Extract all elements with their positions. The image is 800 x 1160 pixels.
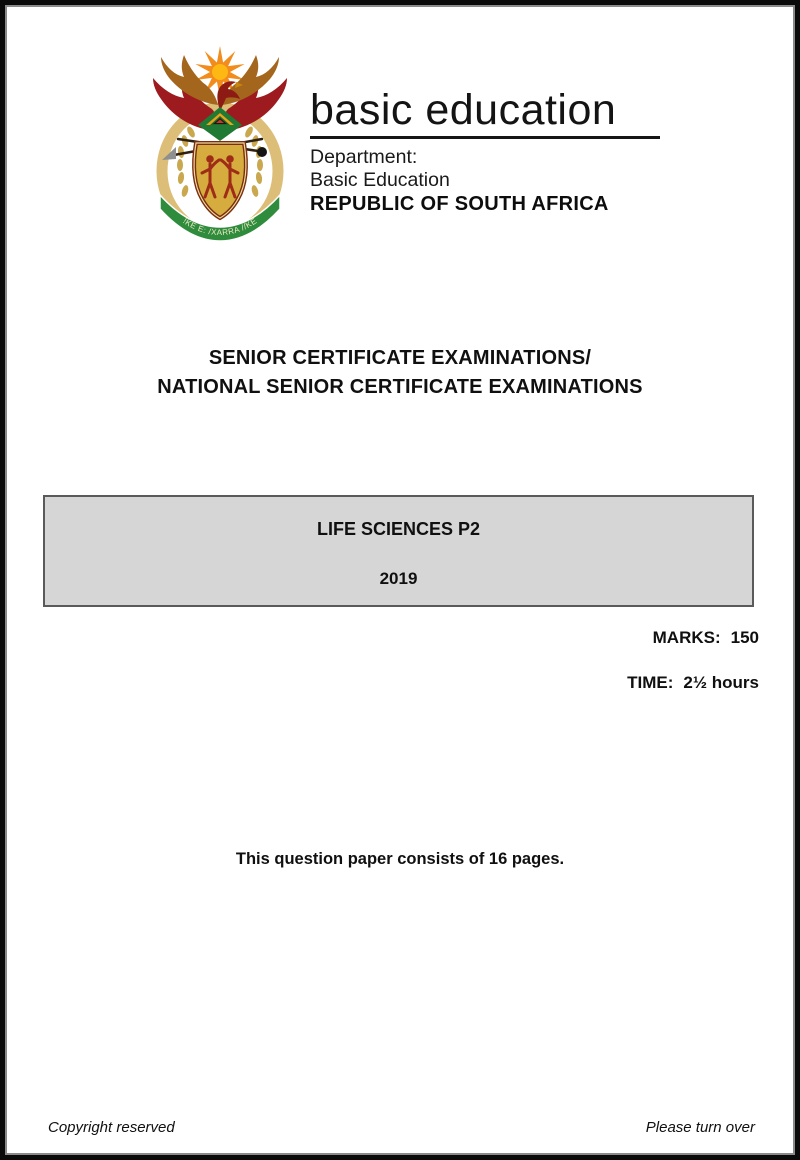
department-masthead bbox=[310, 87, 710, 216]
footer-turn-over: Please turn over bbox=[645, 1119, 755, 1136]
subject-box bbox=[43, 495, 754, 607]
time-label: TIME: bbox=[627, 673, 674, 692]
time-value: 2½ hours bbox=[683, 673, 759, 692]
motto-text: !KE E: /XARRA //KE bbox=[181, 216, 259, 238]
exam-year: 2019 bbox=[379, 569, 418, 588]
brand-underline bbox=[310, 136, 660, 139]
exam-title bbox=[7, 344, 793, 402]
shield bbox=[194, 143, 246, 218]
footer-copyright: Copyright reserved bbox=[48, 1119, 175, 1136]
marks-label: MARKS: bbox=[652, 628, 721, 647]
time-line bbox=[627, 673, 759, 693]
subject-name: LIFE SCIENCES P2 bbox=[316, 519, 481, 539]
exam-title-line1: SENIOR CERTIFICATE EXAMINATIONS/ bbox=[208, 347, 592, 369]
country-line: REPUBLIC OF SOUTH AFRICA bbox=[310, 193, 609, 215]
page-inner-frame bbox=[5, 5, 795, 1155]
marks-line bbox=[653, 628, 759, 648]
brand-wordmark: basic education bbox=[310, 86, 617, 134]
knob bbox=[257, 147, 267, 157]
department-line1: Department: bbox=[310, 146, 418, 168]
coat-of-arms-icon bbox=[140, 45, 300, 245]
exam-title-line2: NATIONAL SENIOR CERTIFICATE EXAMINATIONS bbox=[157, 376, 643, 398]
marks-value: 150 bbox=[730, 628, 759, 647]
pages-note: This question paper consists of 16 pages. bbox=[235, 850, 565, 868]
department-line2: Basic Education bbox=[310, 169, 450, 191]
